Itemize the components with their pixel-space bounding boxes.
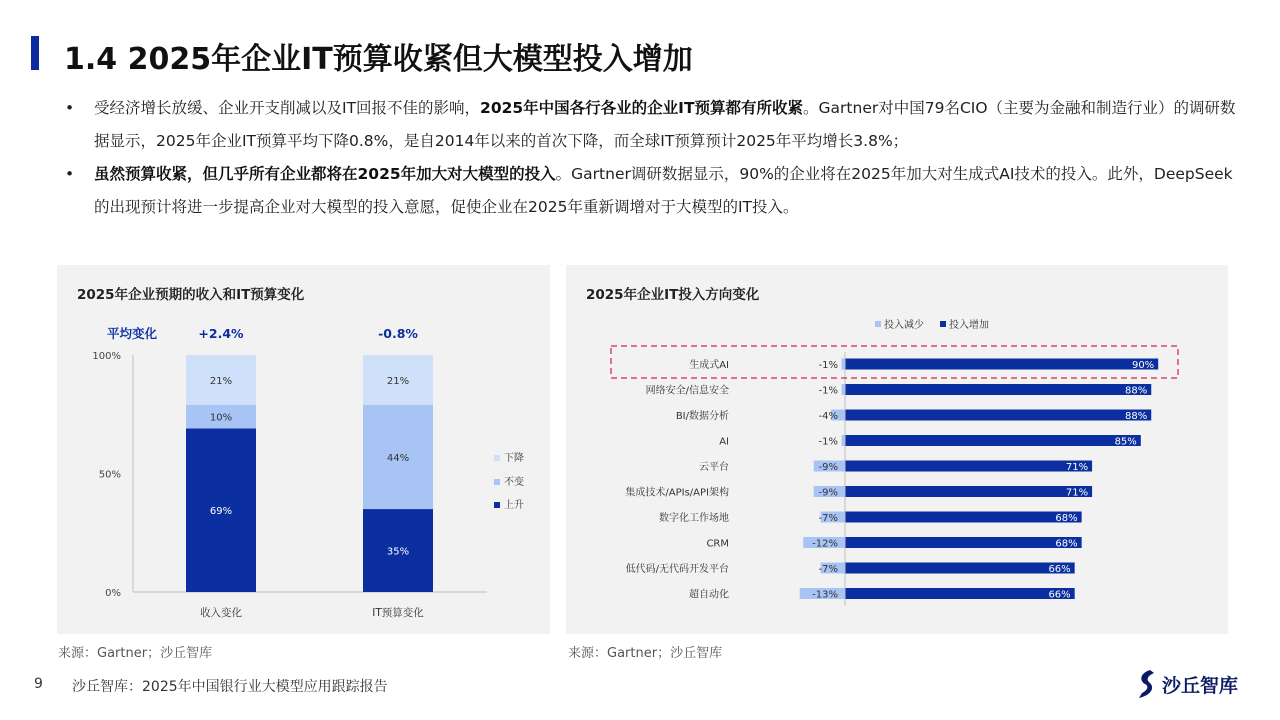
legend-label: 投入减少 — [884, 320, 924, 331]
category-label: 超自动化 — [689, 589, 729, 601]
horizontal-bar-chart — [566, 265, 1228, 634]
dune-logo-icon — [1136, 669, 1158, 699]
legend-label: 下降 — [504, 453, 524, 464]
data-label: 21% — [209, 375, 233, 387]
data-label-decrease: -1% — [818, 385, 838, 397]
revenue-budget-chart-panel — [57, 265, 550, 634]
footer-report-title: 沙丘智库：2025年中国银行业大模型应用跟踪报告 — [72, 679, 388, 695]
data-label-increase: 66% — [1048, 589, 1071, 601]
bullet-text: 。Gartner调研数据显示，90%的企业将在2025年加大对生成式AI技术的投入。此外，DeepSeek的出现预计将进一步提高企业对大模型的投入意愿，促使企业在2025年重新调增对于大模型的IT投入。 — [94, 165, 1233, 216]
bar-increase — [845, 588, 1075, 599]
avg-change-value: -0.8% — [378, 326, 418, 341]
bullet-text: 受经济增长放缓、企业开支削减以及IT回报不佳的影响， — [94, 99, 481, 117]
bullet-bold-text: 2025年中国各行各业的企业IT预算都有所收紧 — [480, 99, 804, 117]
data-label-increase: 68% — [1055, 513, 1078, 524]
y-tick-label: 50% — [98, 469, 121, 481]
bar-increase — [845, 537, 1082, 548]
bullet-bold-text: 虽然预算收紧，但几乎所有企业都将在2025年加大对大模型的投入 — [94, 165, 556, 183]
data-label-increase: 68% — [1055, 538, 1078, 550]
data-label-increase: 88% — [1125, 411, 1148, 422]
bullet-list — [60, 92, 1240, 224]
chart-title: 2025年企业预期的收入和IT预算变化 — [77, 287, 305, 303]
category-label: AI — [719, 436, 729, 448]
category-label: 云平台 — [699, 462, 729, 473]
bullet-item — [60, 158, 1240, 224]
data-label-increase: 85% — [1114, 436, 1137, 448]
legend-label: 投入增加 — [949, 320, 989, 331]
source-note-left: 来源：Gartner；沙丘智库 — [58, 646, 213, 661]
category-label: 生成式AI — [689, 360, 729, 371]
legend-label: 上升 — [504, 500, 524, 511]
x-tick-label: IT预算变化 — [372, 607, 424, 619]
page-number: 9 — [34, 676, 43, 692]
data-label-decrease: -7% — [818, 513, 838, 524]
bar-decrease — [842, 359, 845, 370]
data-label-decrease: -1% — [818, 436, 838, 448]
chart-title: 2025年企业IT投入方向变化 — [586, 287, 760, 303]
logo-text: 沙丘智库 — [1162, 674, 1239, 697]
data-label-decrease: -7% — [818, 564, 838, 575]
category-label: 网络安全/信息安全 — [645, 385, 729, 397]
category-label: 低代码/无代码开发平台 — [625, 564, 729, 575]
bar-increase — [845, 512, 1082, 523]
y-tick-label: 100% — [92, 351, 121, 362]
data-label-decrease: -12% — [812, 538, 838, 550]
x-tick-label: 收入变化 — [200, 607, 242, 619]
data-label-decrease: -13% — [812, 589, 838, 601]
legend-swatch — [875, 321, 881, 327]
data-label-decrease: -9% — [818, 487, 838, 499]
legend-swatch — [494, 479, 500, 485]
data-label-decrease: -1% — [818, 360, 838, 371]
bullet-dot: • — [65, 99, 75, 117]
data-label-decrease: -4% — [818, 411, 838, 422]
bar-increase — [845, 384, 1151, 395]
bar-increase — [845, 461, 1092, 472]
data-label: 69% — [209, 506, 233, 518]
bar-increase — [845, 563, 1075, 574]
category-label: BI/数据分析 — [675, 411, 729, 422]
bar-increase — [845, 435, 1141, 446]
data-label-increase: 71% — [1065, 487, 1089, 499]
data-label: 35% — [386, 546, 410, 558]
source-note-right: 来源：Gartner；沙丘智库 — [568, 646, 723, 661]
data-label: 44% — [386, 452, 410, 464]
bullet-text: 。Gartner对中国79名CIO（主要为金融和制造行业）的调研数据显示，2025年企业IT预算平均下降0.8%，是自2014年以来的首次下降，而全球IT预算预计2025年平均增长3.8%； — [94, 99, 1236, 150]
stacked-bar-chart — [57, 265, 550, 634]
category-label: 集成技术/APIs/API架构 — [625, 487, 729, 499]
avg-change-value: +2.4% — [198, 326, 244, 341]
it-investment-chart-panel — [566, 265, 1228, 634]
title-accent-bar — [31, 36, 39, 70]
data-label-increase: 71% — [1065, 462, 1089, 473]
legend-swatch — [494, 455, 500, 461]
legend-label: 不变 — [504, 477, 524, 488]
category-label: CRM — [706, 538, 729, 550]
data-label-increase: 90% — [1131, 360, 1155, 371]
bullet-item — [60, 92, 1240, 158]
data-label-decrease: -9% — [818, 462, 838, 473]
data-label-increase: 88% — [1125, 385, 1148, 397]
legend-swatch — [940, 321, 946, 327]
data-label-increase: 66% — [1048, 564, 1071, 575]
y-tick-label: 0% — [105, 588, 121, 599]
data-label: 21% — [386, 375, 410, 387]
bar-increase — [845, 359, 1158, 370]
bar-increase — [845, 410, 1151, 421]
bar-decrease — [842, 435, 845, 446]
data-label: 10% — [209, 412, 233, 424]
brand-logo — [1136, 668, 1238, 700]
category-label: 数字化工作场地 — [659, 513, 729, 524]
bar-increase — [845, 486, 1092, 497]
legend-swatch — [494, 502, 500, 508]
bar-decrease — [842, 384, 845, 395]
page-title: 1.4 2025年企业IT预算收紧但大模型投入增加 — [64, 42, 693, 77]
bullet-dot: • — [65, 165, 75, 183]
avg-change-label: 平均变化 — [106, 326, 158, 341]
